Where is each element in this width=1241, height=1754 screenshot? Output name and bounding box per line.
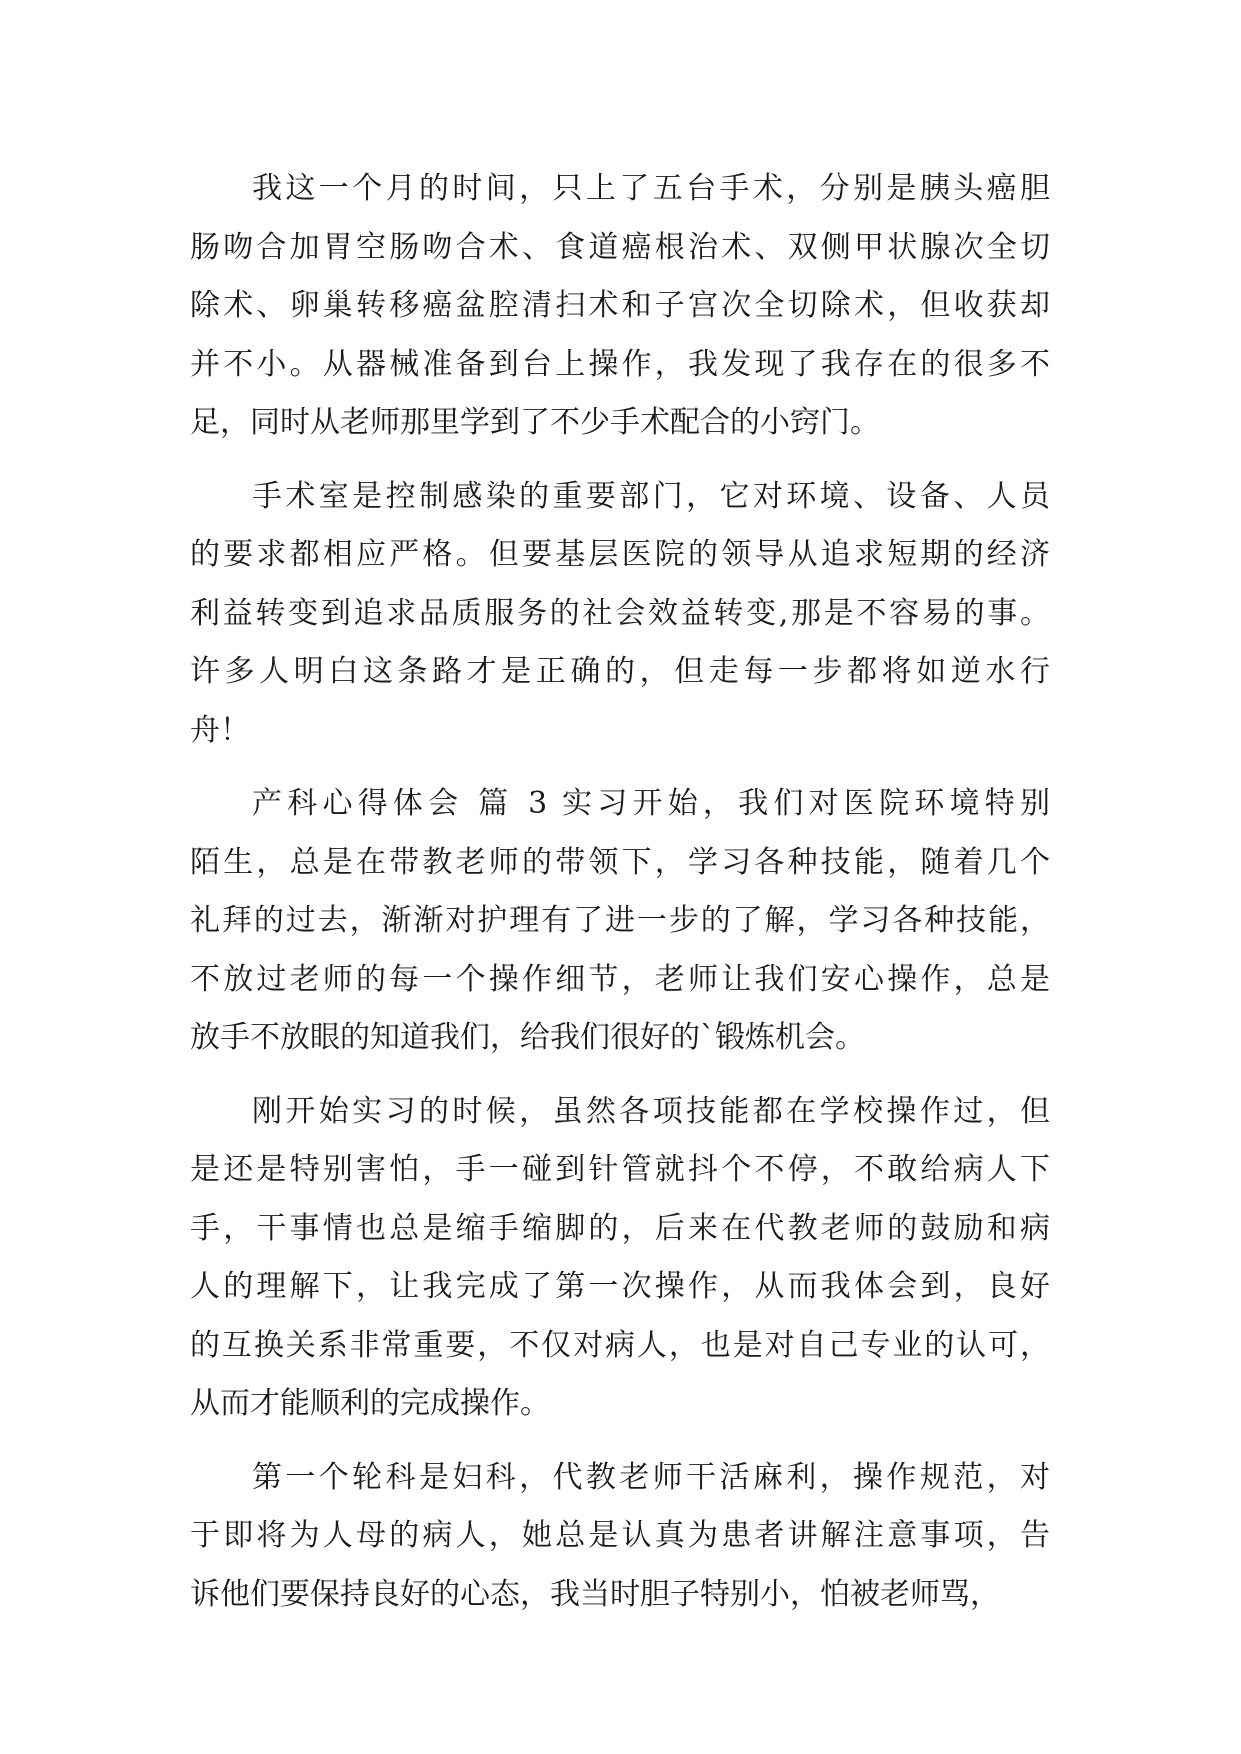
paragraph-line: 诉他们要保持良好的心态，我当时胆子特别小，怕被老师骂， (190, 1576, 1000, 1612)
paragraph-line: 陌生，总是在带教老师的带领下，学习各种技能，随着几个 (190, 844, 1050, 880)
paragraph-line: 我这一个月的时间，只上了五台手术，分别是胰头癌胆 (252, 171, 1050, 206)
paragraph-line: 许多人明白这条路才是正确的，但走每一步都将如逆水行 (190, 654, 1050, 689)
document-body (190, 160, 1050, 1624)
paragraph-line: 利益转变到追求品质服务的社会效益转变,那是不容易的事。 (190, 595, 1050, 631)
paragraph-line: 手，干事情也总是缩手缩脚的，后来在代教老师的鼓励和病 (190, 1210, 1050, 1246)
paragraph-line: 于即将为人母的病人，她总是认真为患者讲解注意事项，告 (190, 1518, 1050, 1553)
paragraph-line: 不放过老师的每一个操作细节，老师让我们安心操作，总是 (190, 961, 1050, 997)
paragraph-line: 并不小。从器械准备到台上操作，我发现了我存在的很多不 (190, 346, 1050, 382)
paragraph-gap (190, 760, 1050, 775)
paragraph-line: 除术、卵巢转移癌盆腔清扫术和子宫次全切除术，但收获却 (190, 288, 1050, 323)
paragraph-line: 放手不放眼的知道我们，给我们很好的`锻炼机会。 (190, 1020, 865, 1055)
paragraph-line: 的要求都相应严格。但要基层医院的领导从追求短期的经济 (190, 537, 1050, 572)
paragraph (190, 775, 1050, 1068)
paragraph-line: 的互换关系非常重要，不仅对病人，也是对自己专业的认可， (190, 1327, 1050, 1363)
paragraph-gap (190, 1068, 1050, 1083)
paragraph-line: 产科心得体会 篇 3 实习开始，我们对医院环境特别 (252, 786, 1050, 821)
paragraph-gap (190, 453, 1050, 468)
paragraph-line: 礼拜的过去，渐渐对护理有了进一步的了解，学习各种技能， (190, 903, 1050, 938)
paragraph-line: 手术室是控制感染的重要部门，它对环境、设备、人员 (252, 478, 1050, 514)
paragraph-line: 肠吻合加胃空肠吻合术、食道癌根治术、双侧甲状腺次全切 (190, 229, 1050, 265)
paragraph-line: 是还是特别害怕，手一碰到针管就抖个不停，不敢给病人下 (190, 1152, 1050, 1187)
paragraph (190, 1083, 1050, 1434)
paragraph-line: 刚开始实习的时候，虽然各项技能都在学校操作过，但 (252, 1093, 1050, 1129)
paragraph-line: 足，同时从老师那里学到了不少手术配合的小窍门。 (190, 405, 880, 440)
paragraph-line: 人的理解下，让我完成了第一次操作，从而我体会到，良好 (190, 1269, 1050, 1304)
paragraph (190, 1449, 1050, 1625)
paragraph-gap (190, 1434, 1050, 1449)
paragraph (190, 160, 1050, 453)
paragraph (190, 468, 1050, 761)
paragraph-line: 从而才能顺利的完成操作。 (190, 1386, 550, 1421)
paragraph-line: 舟！ (190, 712, 250, 748)
paragraph-line: 第一个轮科是妇科，代教老师干活麻利，操作规范，对 (252, 1459, 1050, 1495)
